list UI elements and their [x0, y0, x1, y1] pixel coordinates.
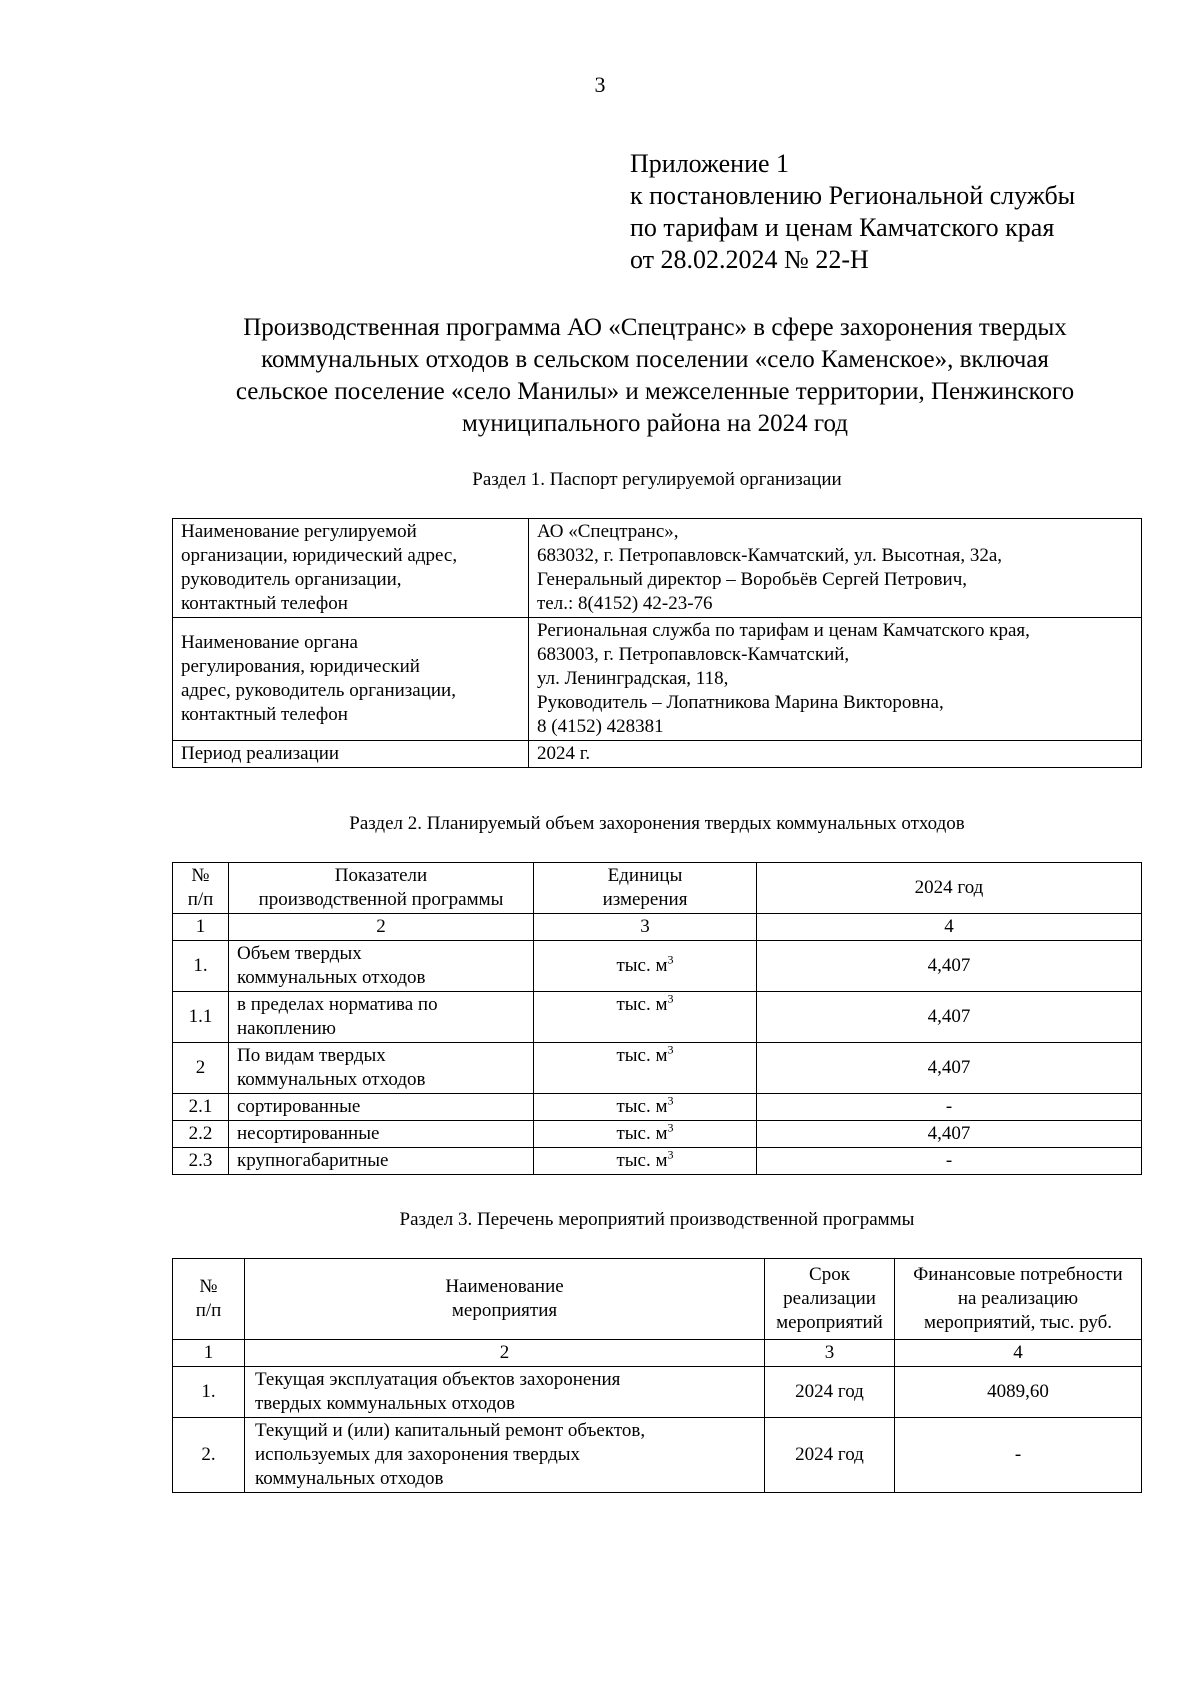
- table-row: [173, 1148, 1142, 1175]
- header-text: измерения: [602, 889, 688, 910]
- cell-line: 8 (4152) 428381: [537, 716, 664, 737]
- cell-line: организации, юридический адрес,: [181, 545, 458, 566]
- row-indicator: [229, 941, 534, 992]
- row-value: -: [757, 1148, 1142, 1175]
- cell-line: 2024 г.: [537, 743, 591, 764]
- cell-line: контактный телефон: [181, 593, 348, 614]
- passport-value-cell: [529, 741, 1142, 768]
- row-unit: [534, 1043, 757, 1094]
- row-value: -: [757, 1094, 1142, 1121]
- header-text: п/п: [195, 1300, 222, 1321]
- cell-line: коммунальных отходов: [255, 1468, 444, 1489]
- header-text: Финансовые потребности: [913, 1264, 1123, 1285]
- section2-caption: Раздел 2. Планируемый объем захоронения твердых коммунальных отходов: [349, 813, 965, 834]
- header-text: мероприятий, тыс. руб.: [923, 1312, 1113, 1333]
- header-measure-name: [245, 1259, 765, 1340]
- table-row: [173, 992, 1142, 1043]
- unit-exponent: 3: [667, 1120, 674, 1135]
- cell-line: 683032, г. Петропавловск-Камчатский, ул. Высотная, 32а,: [537, 545, 1002, 566]
- unit-exponent: 3: [667, 1042, 674, 1057]
- index-cell: 3: [534, 914, 757, 941]
- header-term: [765, 1259, 895, 1340]
- cell-line: крупногабаритные: [237, 1150, 389, 1171]
- volume-table: [172, 862, 1142, 1175]
- row-value: 4,407: [757, 941, 1142, 992]
- row-number: 1.: [173, 941, 229, 992]
- header-text: производственной программы: [258, 889, 504, 910]
- row-number: 2.3: [173, 1148, 229, 1175]
- row-indicator: [229, 1094, 534, 1121]
- row-value: 4,407: [757, 992, 1142, 1043]
- cell-line: в пределах норматива по: [237, 994, 438, 1015]
- cell-line: адрес, руководитель организации,: [181, 680, 456, 701]
- unit-text: тыс. м: [616, 1150, 668, 1171]
- cell-line: По видам твердых: [237, 1045, 386, 1066]
- passport-label-cell: [173, 519, 529, 618]
- row-number: 1.1: [173, 992, 229, 1043]
- table-row: [173, 1418, 1142, 1493]
- header-num: [173, 863, 229, 914]
- row-term: 2024 год: [765, 1418, 895, 1493]
- passport-label-cell: [173, 741, 529, 768]
- row-unit: [534, 1148, 757, 1175]
- unit-text: тыс. м: [616, 1096, 668, 1117]
- table-header-row: [173, 1259, 1142, 1340]
- row-value: 4,407: [757, 1121, 1142, 1148]
- table-row: [173, 519, 1142, 618]
- row-value: 4,407: [757, 1043, 1142, 1094]
- unit-text: тыс. м: [616, 955, 668, 976]
- cell-line: регулирования, юридический: [181, 656, 420, 677]
- row-term: 2024 год: [765, 1367, 895, 1418]
- unit-text: тыс. м: [616, 1123, 668, 1144]
- header-finance: [895, 1259, 1142, 1340]
- appendix-line: от 28.02.2024 № 22-Н: [630, 245, 869, 274]
- table-index-row: [173, 1340, 1142, 1367]
- table-row: [173, 1367, 1142, 1418]
- row-indicator: [229, 1121, 534, 1148]
- header-text: мероприятия: [451, 1300, 558, 1321]
- cell-line: твердых коммунальных отходов: [255, 1393, 515, 1414]
- cell-line: используемых для захоронения твердых: [255, 1444, 581, 1465]
- header-text: Единицы: [607, 865, 683, 886]
- cell-line: накоплению: [237, 1018, 336, 1039]
- row-measure-name: [245, 1367, 765, 1418]
- cell-line: Наименование органа: [181, 632, 358, 653]
- index-cell: 1: [173, 914, 229, 941]
- cell-line: коммунальных отходов: [237, 1069, 426, 1090]
- header-text: мероприятий: [776, 1312, 883, 1333]
- cell-line: руководитель организации,: [181, 569, 402, 590]
- title-line: Производственная программа АО «Спецтранс» в сфере захоронения твердых: [243, 314, 1067, 341]
- unit-text: тыс. м: [616, 1045, 668, 1066]
- passport-value-cell: [529, 519, 1142, 618]
- cell-line: контактный телефон: [181, 704, 348, 725]
- measures-table: [172, 1258, 1142, 1493]
- title-line: муниципального района на 2024 год: [462, 410, 848, 437]
- cell-line: ул. Ленинградская, 118,: [537, 668, 729, 689]
- row-unit: [534, 992, 757, 1043]
- passport-label-cell: [173, 618, 529, 741]
- cell-line: Региональная служба по тарифам и ценам Камчатского края,: [537, 620, 1030, 641]
- row-unit: [534, 941, 757, 992]
- header-text: Срок: [809, 1264, 850, 1285]
- row-indicator: [229, 992, 534, 1043]
- cell-line: Объем твердых: [237, 943, 362, 964]
- unit-text: тыс. м: [616, 994, 668, 1015]
- table-header-row: [173, 863, 1142, 914]
- unit-exponent: 3: [667, 952, 674, 967]
- header-indicator: [229, 863, 534, 914]
- cell-line: Наименование регулируемой: [181, 521, 417, 542]
- appendix-line: по тарифам и ценам Камчатского края: [630, 213, 1055, 242]
- unit-exponent: 3: [667, 991, 674, 1006]
- row-number: 1.: [173, 1367, 245, 1418]
- header-text: Наименование: [445, 1276, 564, 1297]
- passport-table: [172, 518, 1142, 768]
- unit-exponent: 3: [667, 1147, 674, 1162]
- cell-line: Руководитель – Лопатникова Марина Викторовна,: [537, 692, 944, 713]
- section3-caption: Раздел 3. Перечень мероприятий производственной программы: [399, 1209, 915, 1230]
- cell-line: несортированные: [237, 1123, 380, 1144]
- unit-exponent: 3: [667, 1093, 674, 1108]
- row-measure-name: [245, 1418, 765, 1493]
- row-number: 2.2: [173, 1121, 229, 1148]
- header-text: реализации: [783, 1288, 876, 1309]
- index-cell: 1: [173, 1340, 245, 1367]
- cell-line: Генеральный директор – Воробьёв Сергей Петрович,: [537, 569, 967, 590]
- row-indicator: [229, 1148, 534, 1175]
- table-row: [173, 1121, 1142, 1148]
- cell-line: Текущая эксплуатация объектов захоронения: [255, 1369, 621, 1390]
- row-finance: -: [895, 1418, 1142, 1493]
- cell-line: 683003, г. Петропавловск-Камчатский,: [537, 644, 850, 665]
- header-year: 2024 год: [757, 863, 1142, 914]
- index-cell: 2: [245, 1340, 765, 1367]
- page-number: 3: [594, 72, 606, 97]
- row-unit: [534, 1121, 757, 1148]
- table-row: [173, 1043, 1142, 1094]
- cell-line: Период реализации: [181, 743, 340, 764]
- row-number: 2: [173, 1043, 229, 1094]
- row-indicator: [229, 1043, 534, 1094]
- table-index-row: [173, 914, 1142, 941]
- table-row: [173, 1094, 1142, 1121]
- table-row: [173, 741, 1142, 768]
- row-number: 2.1: [173, 1094, 229, 1121]
- index-cell: 4: [757, 914, 1142, 941]
- index-cell: 2: [229, 914, 534, 941]
- appendix-line: Приложение 1: [630, 149, 790, 178]
- cell-line: Текущий и (или) капитальный ремонт объектов,: [255, 1420, 646, 1441]
- appendix-header: [630, 148, 1075, 276]
- header-unit: [534, 863, 757, 914]
- section1-caption: Раздел 1. Паспорт регулируемой организации: [472, 469, 842, 490]
- header-text: №: [191, 865, 210, 886]
- row-finance: 4089,60: [895, 1367, 1142, 1418]
- index-cell: 3: [765, 1340, 895, 1367]
- row-number: 2.: [173, 1418, 245, 1493]
- document-title: [170, 312, 1140, 440]
- row-unit: [534, 1094, 757, 1121]
- header-text: Показатели: [334, 865, 428, 886]
- passport-value-cell: [529, 618, 1142, 741]
- header-text: на реализацию: [957, 1288, 1079, 1309]
- table-row: [173, 618, 1142, 741]
- header-num: [173, 1259, 245, 1340]
- cell-line: сортированные: [237, 1096, 361, 1117]
- cell-line: коммунальных отходов: [237, 967, 426, 988]
- header-text: №: [199, 1276, 218, 1297]
- cell-line: АО «Спецтранс»,: [537, 521, 679, 542]
- title-line: коммунальных отходов в сельском поселении «село Каменское», включая: [261, 346, 1049, 373]
- index-cell: 4: [895, 1340, 1142, 1367]
- title-line: сельское поселение «село Манилы» и межселенные территории, Пенжинского: [235, 378, 1075, 405]
- header-text: п/п: [187, 889, 214, 910]
- table-row: [173, 941, 1142, 992]
- cell-line: тел.: 8(4152) 42-23-76: [537, 593, 713, 614]
- appendix-line: к постановлению Региональной службы: [630, 181, 1076, 210]
